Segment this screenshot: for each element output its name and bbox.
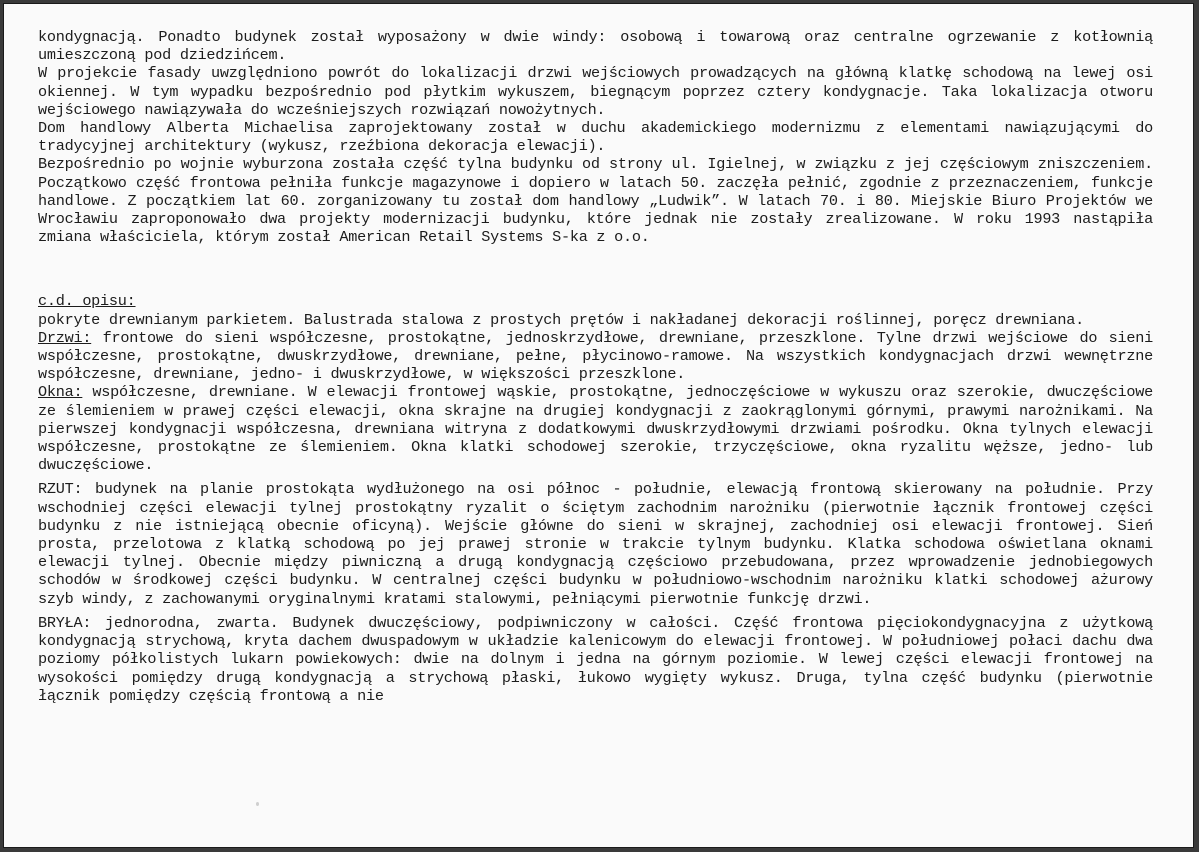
paragraph-windows xyxy=(38,383,1153,474)
doors-label: Drzwi: xyxy=(38,328,92,347)
document-text xyxy=(38,28,1153,705)
paragraph-style: Dom handlowy Alberta Michaelisa zaprojektowany został w duchu akademickiego modernizmu z elementami nawiązującymi do tradycyjnej architektury (wykusz, rzeźbiona dekoracja elewacji). xyxy=(38,119,1153,156)
paragraph-plan: RZUT: budynek na planie prostokąta wydłużonego na osi północ - południe, elewacją frontową skierowany na południe. Przy wschodniej części elewacji tylnej prostokątny ryzalit o ściętym zachodnim narożniku (pierwotnie łącznik frontowej części budynku z nie istniejącą obecnie oficyną). Wejście główne do sieni w skrajnej, zachodniej osi elewacji frontowej. Sień prosta, przelotowa z klatką schodową po jej prawej stronie w trakcie tylnym budynku. Klatka schodowa oświetlana oknami elewacji tylnej. Obecnie między piwniczną a drugą kondygnacją częściowo przebudowana, przez wprowadzenie jednobiegowych schodów w środkowej części budynku. W centralnej części budynku w południowo-wschodnim narożniku klatki schodowej ażurowy szyb windy, z zachowanymi oryginalnymi kratami stalowymi, pełniącymi pierwotnie funkcję drzwi. xyxy=(38,480,1153,608)
paragraph-facade: W projekcie fasady uwzględniono powrót do lokalizacji drzwi wejściowych prowadzących na główną klatkę schodową na lewej osi okiennej. W tym wypadku bezpośrednio pod płytkim wykuszem, biegnącym poprzez cztery kondygnacje. Taka lokalizacja otworu wejściowego nawiązywała do wcześniejszych rozwiązań nowożytnych. xyxy=(38,64,1153,119)
paragraph-stairs: pokryte drewnianym parkietem. Balustrada stalowa z prostych prętów i nakładanej dekoracji roślinnej, poręcz drewniana. xyxy=(38,310,1084,329)
paragraph-history: Bezpośrednio po wojnie wyburzona została część tylna budynku od strony ul. Igielnej, w związku z jej częściowym zniszczeniem. Początkowo część frontowa pełniła funkcje magazynowe i dopiero w latach 50. zaczęła pełnić, zgodnie z przeznaczeniem, funkcje handlowe. Z początkiem lat 60. zorganizowany tu został dom handlowy „Ludwik”. W latach 70. i 80. Miejskie Biuro Projektów we Wrocławiu zaproponowało dwa projekty modernizacji budynku, które jednak nie zostały zrealizowane. W roku 1993 nastąpiła zmiana właściciela, którym został American Retail Systems S-ka z o.o. xyxy=(38,155,1153,247)
section-spacer xyxy=(38,246,1153,292)
paragraph-equipment: kondygnacją. Ponadto budynek został wyposażony w dwie windy: osobową i towarową oraz centralne ogrzewanie z kotłownią umieszczoną pod dziedzińcem. xyxy=(38,28,1153,65)
paragraph-doors xyxy=(38,329,1153,384)
paper-speck xyxy=(256,802,259,806)
continuation-heading: c.d. opisu: xyxy=(38,292,136,311)
doors-text: frontowe do sieni współczesne, prostokątne, jednoskrzydłowe, drewniane, przeszklone. Tylne drzwi wejściowe do sieni współczesne, prostokątne, dwuskrzydłowe, drewniane, pełne, płycinowo-ramowe. Na wszystkich kondygnacjach drzwi wewnętrzne współczesne, drewniane, jedno- i dwuskrzydłowe, w większości przeszklone. xyxy=(38,328,1153,384)
paragraph-mass: BRYŁA: jednorodna, zwarta. Budynek dwuczęściowy, podpiwniczony w całości. Część frontowa pięciokondygnacyjna z użytkową kondygnacją strychową, kryta dachem dwuspadowym w układzie kalenicowym do elewacji frontowej. W południowej połaci dachu dwa poziomy półkolistych lukarn powiekowych: dwie na dolnym i jedna na górnym poziomie. W lewej części elewacji frontowej na wysokości pomiędzy drugą kondygnacją a strychową płaski, łukowo wygięty wykusz. Druga, tylna część budynku (pierwotnie łącznik pomiędzy częścią frontową a nie xyxy=(38,613,1153,705)
document-page xyxy=(3,3,1194,848)
windows-text: współczesne, drewniane. W elewacji frontowej wąskie, prostokątne, jednoczęściowe w wykuszu oraz szerokie, dwuczęściowe ze ślemieniem w prawej części elewacji, okna skrajne na drugiej kondygnacji z zaokrąglonymi górnymi, prawymi narożnikami. Na pierwszej kondygnacji współczesna, drewniana witryna z dodatkowymi dwuskrzydłowymi drzwiami pośrodku. Okna tylnych elewacji współczesne, prostokątne ze ślemieniem. Okna klatki schodowej szerokie, trzyczęściowe, okna ryzalitu węższe, jedno- lub dwuczęściowe. xyxy=(38,383,1153,475)
windows-label: Okna: xyxy=(38,383,83,402)
